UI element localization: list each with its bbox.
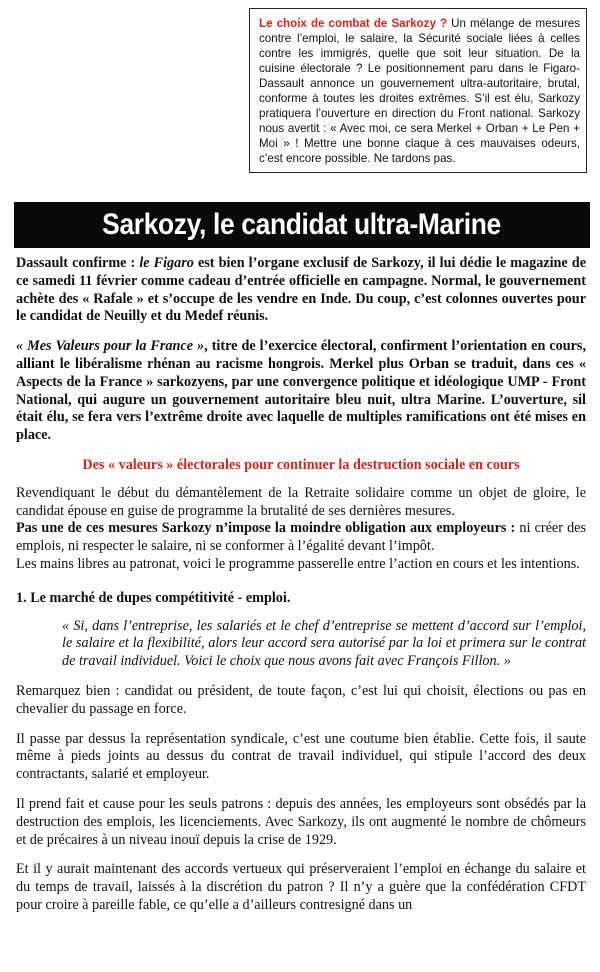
paragraph-9: Et il y aurait maintenant des accords vertueux qui préserveraient l’emploi en échange du salaire et du temps de travail, laissés à la discrétion du patron ? Il n’y a guère que la confédération CFDT pour croire à pareille fable, ce qu’elle a d’ailleurs contresigné dans un [16, 861, 586, 913]
quote-block: « Si, dans l’entreprise, les salariés et le chef d’entreprise se mettent d’accord sur l’emploi, le salaire et la flexibilité, alors leur accord sera autorisé par la loi et primera sur le contrat de travail individuel. Voici le choix que nous avons fait avec François Fillon. » [62, 617, 586, 670]
paragraph-group-measures [16, 485, 586, 574]
section-heading: Des « valeurs » électorales pour continuer la destruction sociale en cours [82, 456, 520, 473]
numbered-heading-1: 1. Le marché de dupes compétitivité - emploi. [16, 589, 291, 606]
page-title: Sarkozy, le candidat ultra-Marine [102, 208, 502, 241]
intro-p1-figaro: le Figaro [139, 255, 194, 271]
paragraph-6: Remarquez bien : candidat ou président, de toute façon, c’est lui qui choisit, élections ou pas en chevalier du passage en force. [16, 682, 586, 717]
title-banner [14, 202, 590, 248]
sidebar-text: Un mélange de mesures contre l’emploi, le salaire, la Sécurité sociale liées à celles contre les immigrés, quelle que soit leur situation. De la cuisine électorale ? Le positionnement paru dans le Figaro-Dassault annonce un gouvernement ultra-autoritaire, brutal, conforme à toutes les droites extrêmes. S’il est élu, Sarkozy pratiquera l’ouverture en direction du Front national. Sarkozy nous avertit : « Avec moi, ce sera Merkel + Orban + Le Pen + Moi » ! Mettre une bonne claque à ces mauvaises odeurs, c’est encore possible. Ne tardons pas. [259, 17, 580, 165]
paragraph-8: Il prend fait et cause pour les seuls patrons : depuis des années, les employeurs sont obsédés par la destruction des emplois, les licenciements. Avec Sarkozy, ils ont augmenté le nombre de chômeurs et de précaires à un niveau inouï depuis la crise de 1929. [16, 795, 586, 848]
paragraph-7: Il passe par dessus la représentation syndicale, c’est une coutume bien établie. Cette fois, il saute même à pieds joints au dessus du contrat de travail individuel, qui stipule l’accord des deux contractants, salarié et employeur. [16, 730, 586, 783]
intro-p2-title: « Mes Valeurs pour la France » [16, 338, 205, 355]
sidebar-highlight: Le choix de combat de Sarkozy ? [259, 17, 448, 30]
paragraph-3: Revendiquant le début du démantèlement de la Retraite solidaire comme un objet de gloire, le candidat épouse en guise de programme la brutalité de ses dernières mesures. [16, 484, 586, 519]
intro-p1-rest: est bien l’organe exclusif de Sarkozy, il lui dédie le magazine de ce samedi 11 février comme cadeau d’entrée officielle en campagne. Normal, le gouvernement achète des « Rafale » et s’occupe de les vendre en Inde. Du coup, c’est colonnes ouvertes pour le candidat de Neuilly et du Medef réunis. [16, 255, 586, 325]
paragraph-4 [16, 520, 586, 556]
paragraph-5: Les mains libres au patronat, voici le programme passerelle entre l’action en cours et les intentions. [16, 555, 580, 572]
intro-paragraph-2 [16, 338, 586, 445]
paragraph-4-rest: ni créer des emplois, ni respecter le salaire, ni se conformer à l’égalité devant l’impôt. [16, 520, 586, 555]
intro-p1-lead: Dassault confirme : [16, 255, 140, 271]
intro-p2-rest: , titre de l’exercice électoral, confirment l’orientation en cours, alliant le libéralisme rhénan au racisme hongrois. Merkel plus Orban se traduit, dans ces « Aspects de la France » sarkozyens, par une convergence politique et idéologique UMP - Front National, qui augure un gouvernement autoritaire bleu nuit, ultra Marine. L’ouverture, sil était élu, se fera vers l’extrême droite avec laquelle de multiples ramifications ont été mises en place. [16, 338, 586, 444]
paragraph-4-bold: Pas une de ces mesures Sarkozy n’impose la moindre obligation aux employeurs : [16, 520, 516, 537]
sidebar-callout-box [249, 8, 587, 173]
article-body [16, 255, 586, 927]
intro-paragraph-1 [16, 255, 586, 326]
